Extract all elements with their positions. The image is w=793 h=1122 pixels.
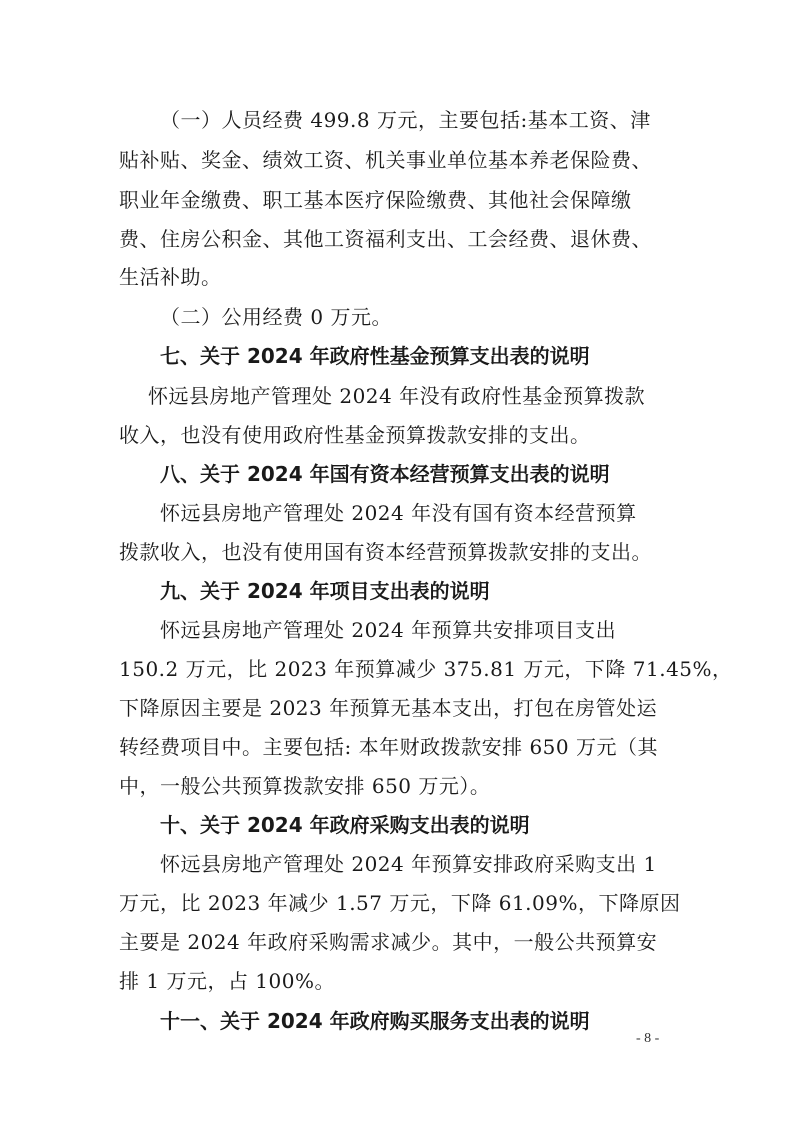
section-10-text-line-1: 怀远县房地产管理处 2024 年预算安排政府采购支出 1 [160,852,657,876]
section-8-text-line-1: 怀远县房地产管理处 2024 年没有国有资本经营预算 [160,501,637,525]
section-7-text-line-1: 怀远县房地产管理处 2024 年没有政府性基金预算拨款 [148,384,646,408]
section-9-heading: 九、关于 2024 年项目支出表的说明 [160,579,490,603]
personnel-expense-line-4: 费、住房公积金、其他工资福利支出、工会经费、退休费、 [119,227,652,251]
section-7-text-line-2: 收入，也没有使用政府性基金预算拨款安排的支出。 [119,423,591,447]
section-9-text-line-2: 150.2 万元，比 2023 年预算减少 375.81 万元，下降 71.45%， [119,657,733,681]
section-11-heading: 十一、关于 2024 年政府购买服务支出表的说明 [160,1009,590,1033]
section-7-heading: 七、关于 2024 年政府性基金预算支出表的说明 [160,344,590,368]
section-9-text-line-3: 下降原因主要是 2023 年预算无基本支出，打包在房管处运 [119,696,658,720]
personnel-expense-line-3: 职业年金缴费、职工基本医疗保险缴费、其他社会保障缴 [119,188,632,212]
section-10-text-line-4: 排 1 万元，占 100%。 [119,969,335,993]
personnel-expense-line-1: （一）人员经费 499.8 万元，主要包括:基本工资、津 [160,108,651,132]
public-expense-line: （二）公用经费 0 万元。 [160,305,392,329]
section-8-text-line-2: 拨款收入，也没有使用国有资本经营预算拨款安排的支出。 [119,540,652,564]
section-9-text-line-5: 中，一般公共预算拨款安排 650 万元）。 [119,774,491,798]
section-9-text-line-1: 怀远县房地产管理处 2024 年预算共安排项目支出 [160,618,617,642]
section-8-heading: 八、关于 2024 年国有资本经营预算支出表的说明 [160,462,610,486]
personnel-expense-line-5: 生活补助。 [119,265,222,289]
personnel-expense-line-2: 贴补贴、奖金、绩效工资、机关事业单位基本养老保险费、 [119,148,652,172]
section-9-text-line-4: 转经费项目中。主要包括: 本年财政拨款安排 650 万元（其 [119,735,658,759]
section-10-text-line-3: 主要是 2024 年政府采购需求减少。其中，一般公共预算安 [119,930,658,954]
section-10-heading: 十、关于 2024 年政府采购支出表的说明 [160,813,530,837]
page-number: - 8 - [636,1031,660,1046]
section-10-text-line-2: 万元，比 2023 年减少 1.57 万元，下降 61.09%，下降原因 [119,891,681,915]
